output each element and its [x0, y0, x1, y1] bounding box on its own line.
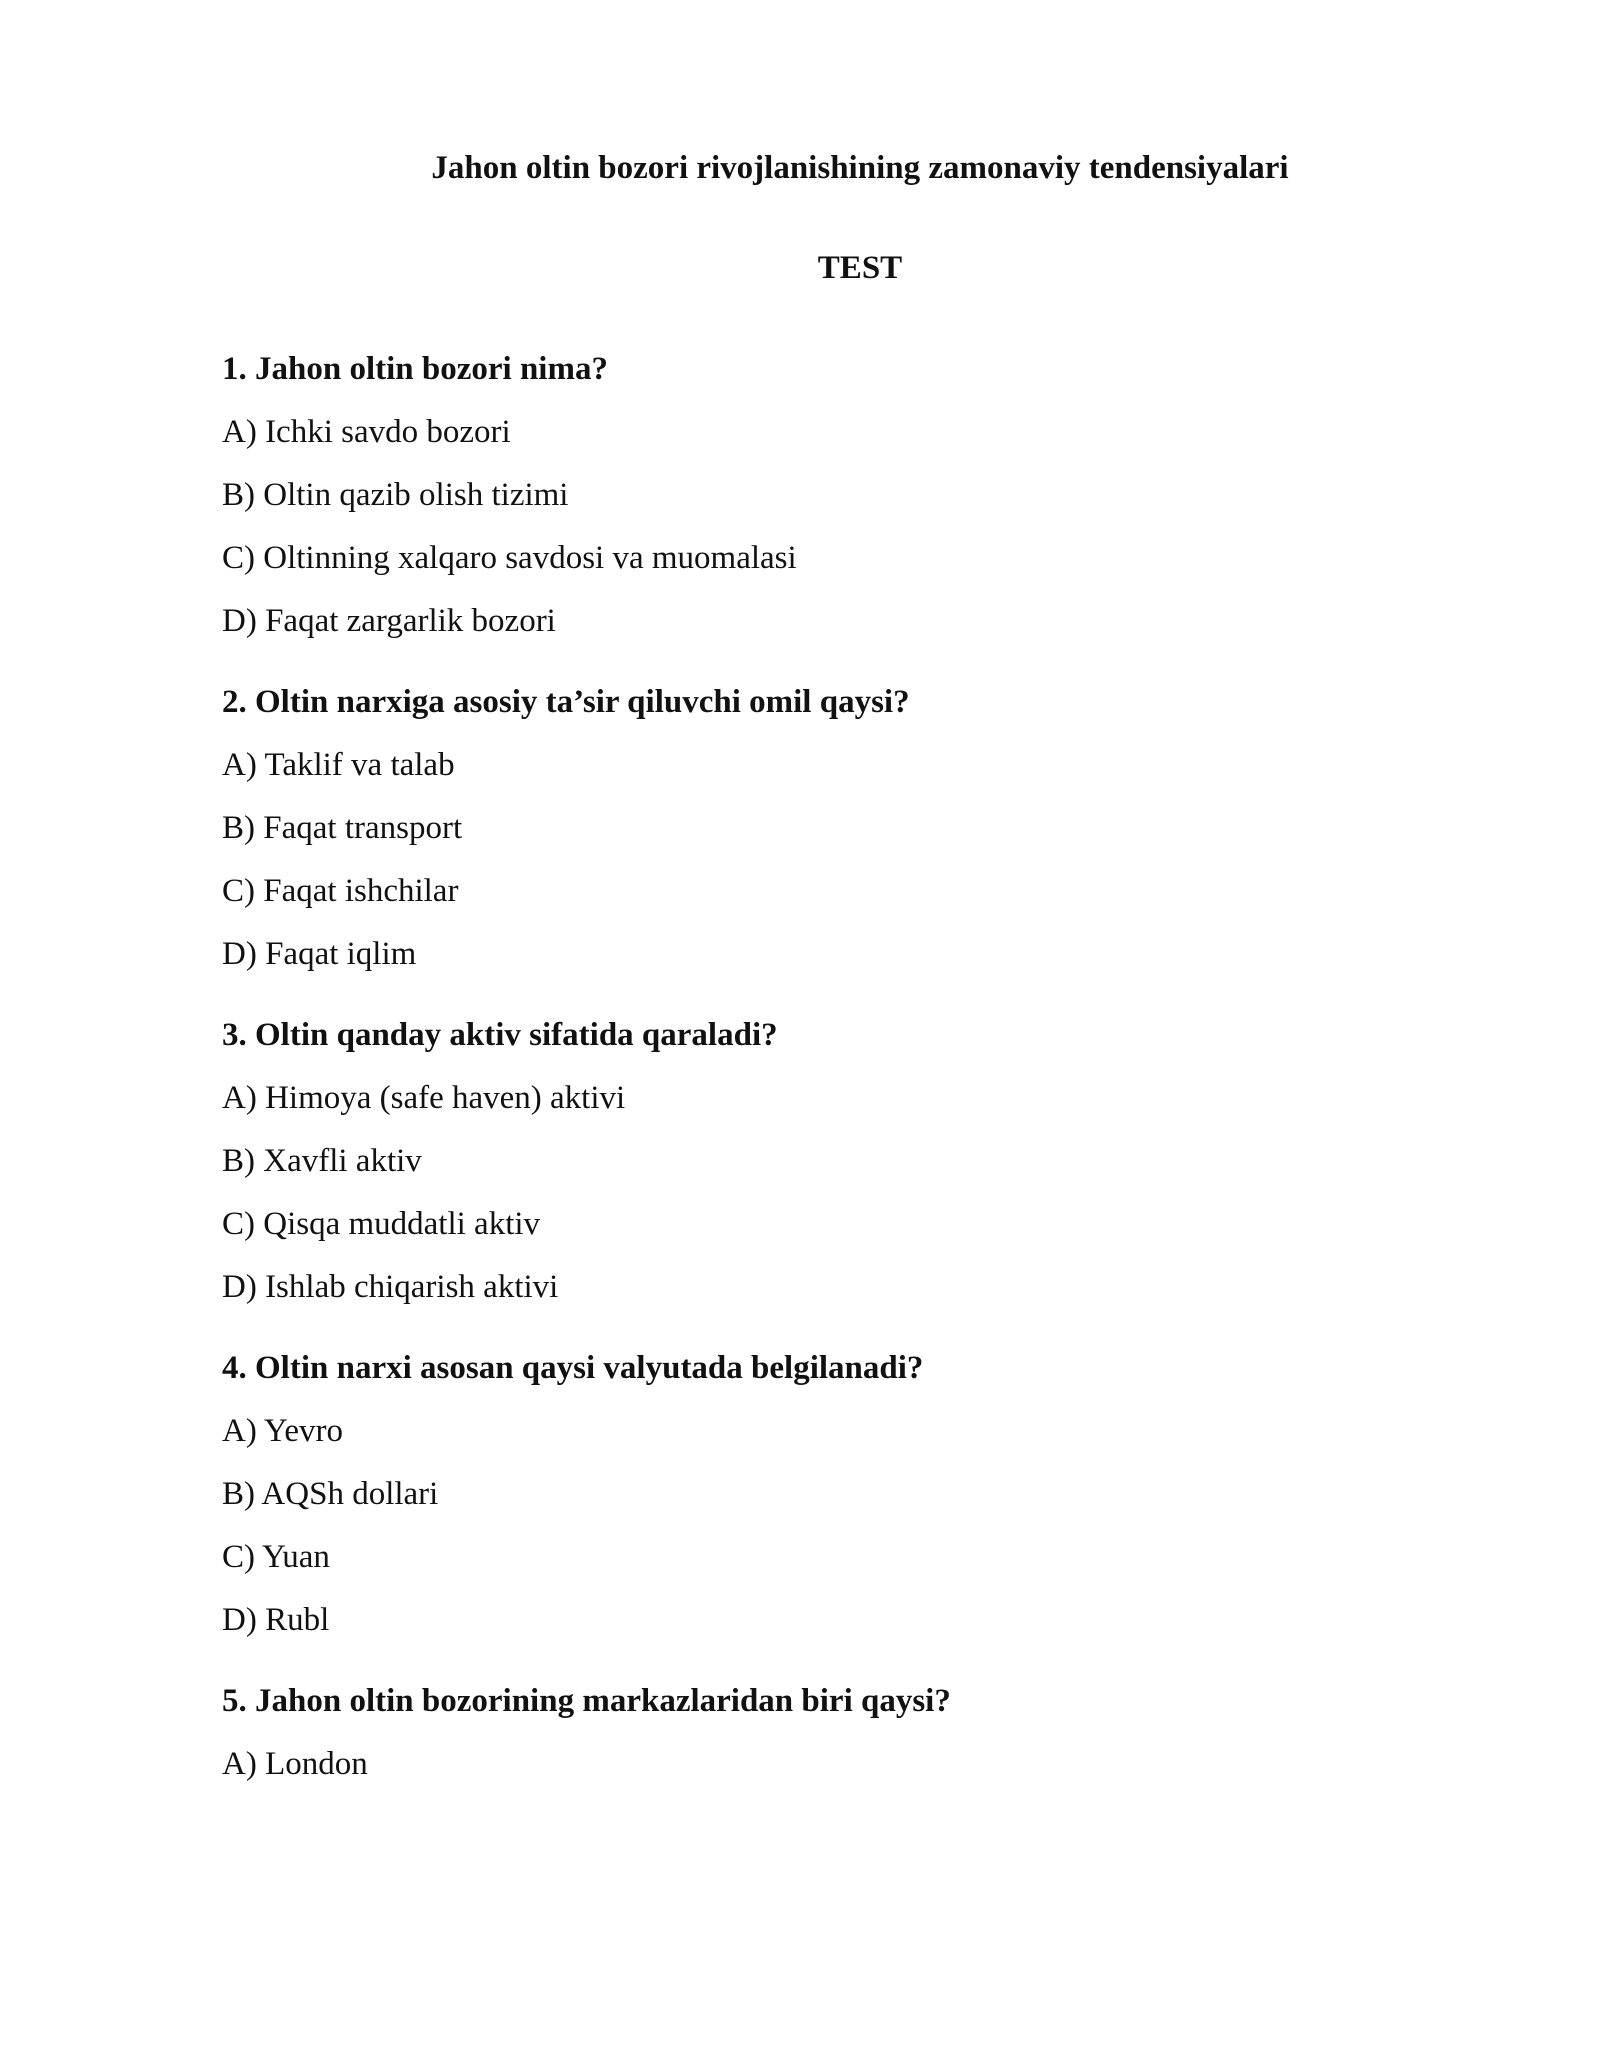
answer-option-b: B) Faqat transport [222, 810, 463, 846]
answer-option-c: C) Faqat ishchilar [222, 873, 459, 909]
answer-option-c: C) Oltinning xalqaro savdosi va muomalasi [222, 540, 797, 576]
answer-option-a: A) Himoya (safe haven) aktivi [222, 1080, 626, 1116]
answer-option-c: C) Yuan [222, 1539, 330, 1575]
document-title: Jahon oltin bozori rivojlanishining zamonaviy tendensiyalari [431, 150, 1289, 186]
answer-option-a: A) Yevro [222, 1413, 344, 1449]
answer-options [222, 1742, 1422, 1786]
answer-option-a: A) London [222, 1746, 368, 1782]
answer-option-a: A) Taklif va talab [222, 747, 455, 783]
answer-options [222, 1409, 1422, 1642]
answer-option-d: D) Rubl [222, 1602, 330, 1638]
answer-option-d: D) Faqat iqlim [222, 936, 417, 972]
answer-options [222, 1076, 1422, 1309]
answer-option-d: D) Faqat zargarlik bozori [222, 603, 556, 639]
question-5 [222, 1679, 1422, 1786]
question-text: 1. Jahon oltin bozori nima? [222, 351, 608, 387]
question-text: 5. Jahon oltin bozorining markazlaridan biri qaysi? [222, 1683, 951, 1719]
question-2 [222, 680, 1422, 976]
answer-option-c: C) Qisqa muddatli aktiv [222, 1206, 541, 1242]
answer-option-d: D) Ishlab chiqarish aktivi [222, 1269, 559, 1305]
question-3 [222, 1013, 1422, 1309]
answer-options [222, 743, 1422, 976]
answer-option-a: A) Ichki savdo bozori [222, 414, 511, 450]
question-text: 4. Oltin narxi asosan qaysi valyutada belgilanadi? [222, 1350, 924, 1386]
answer-options [222, 410, 1422, 643]
document-subtitle: TEST [817, 250, 903, 286]
answer-option-b: B) Xavfli aktiv [222, 1143, 422, 1179]
answer-option-b: B) AQSh dollari [222, 1476, 439, 1512]
question-text: 2. Oltin narxiga asosiy ta’sir qiluvchi omil qaysi? [222, 684, 910, 720]
question-text: 3. Oltin qanday aktiv sifatida qaraladi? [222, 1017, 778, 1053]
question-4 [222, 1346, 1422, 1642]
answer-option-b: B) Oltin qazib olish tizimi [222, 477, 569, 513]
question-list [222, 347, 1422, 1786]
question-1 [222, 347, 1422, 643]
